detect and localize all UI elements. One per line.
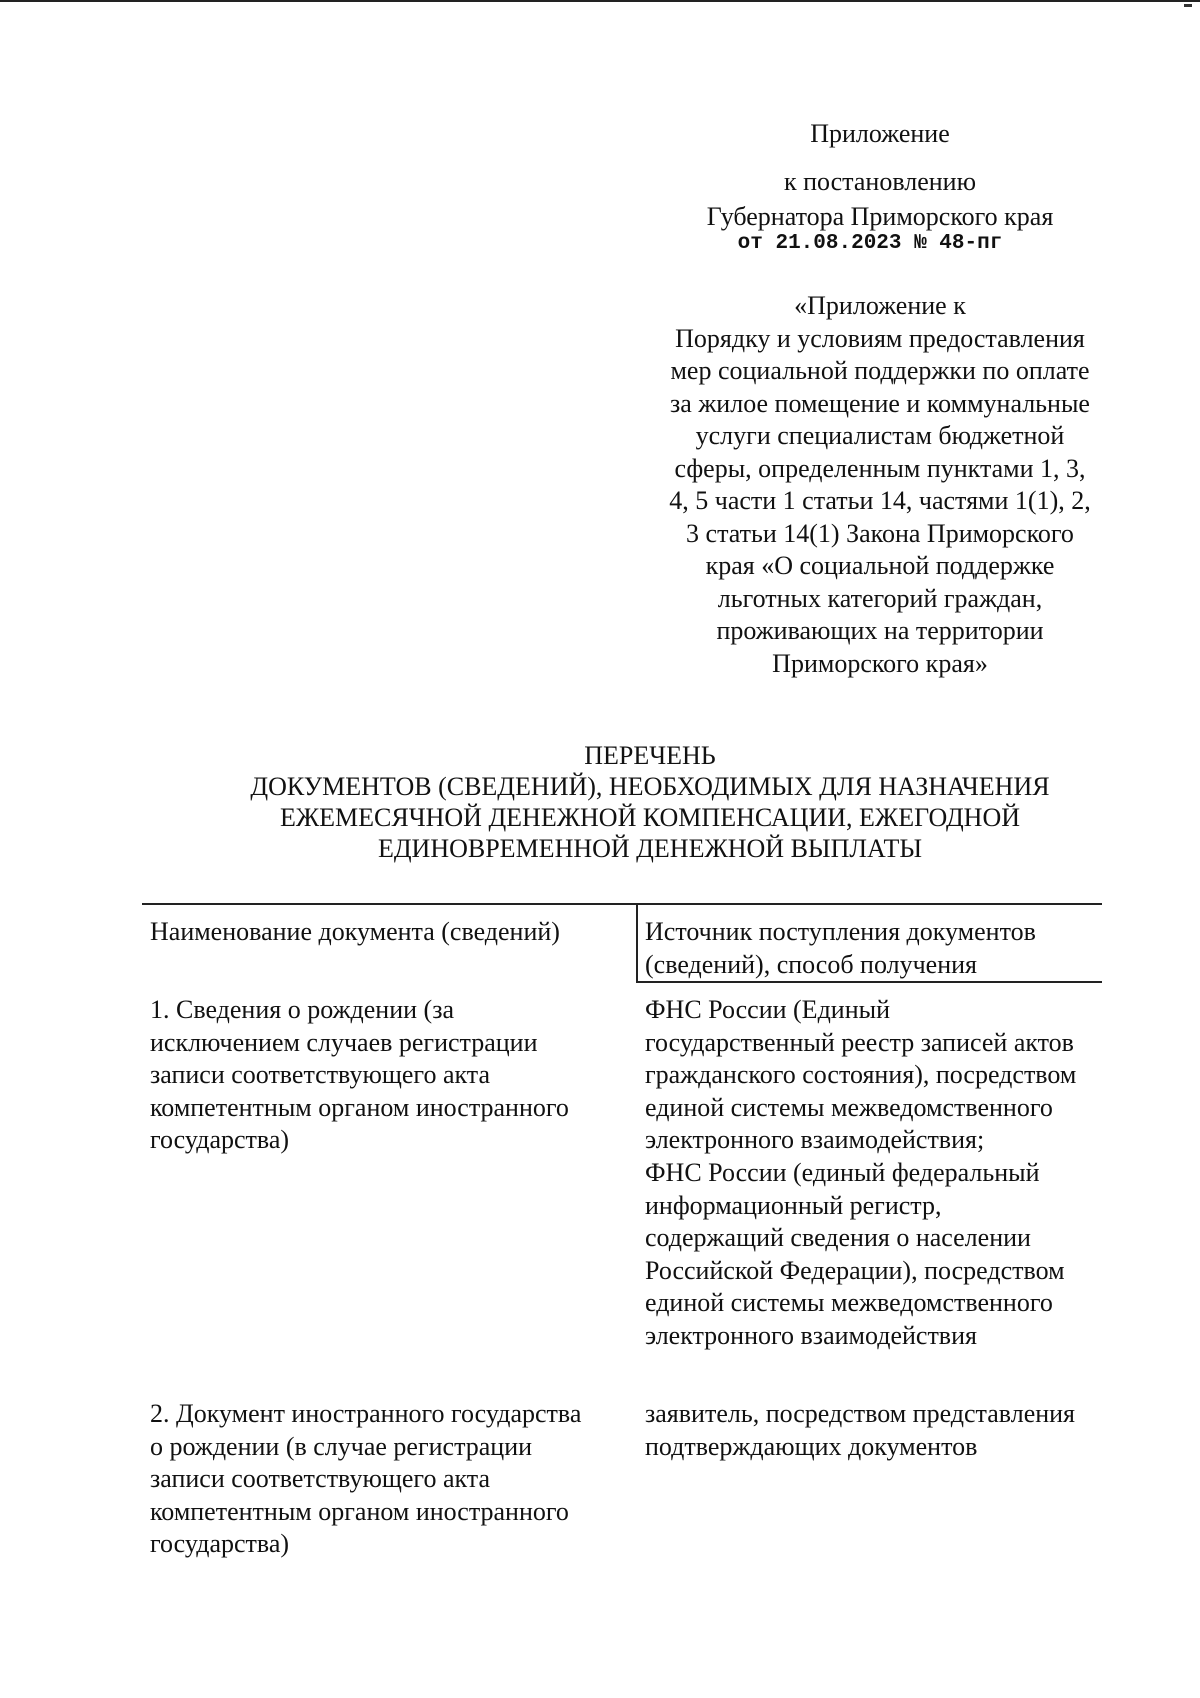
title-line: ЕЖЕМЕСЯЧНОЙ ДЕНЕЖНОЙ КОМПЕНСАЦИИ, ЕЖЕГОДНОЙ: [279, 803, 1021, 832]
table-header-bottom-border: [636, 981, 1102, 983]
table-row-1-source: [645, 994, 1110, 1353]
scan-top-border: [0, 0, 1200, 2]
cell-text-line: заявитель, посредством представления: [645, 1399, 1076, 1428]
cell-text-line: о рождении (в случае регистрации: [150, 1431, 533, 1461]
cell-text-line: записи соответствующего акта: [150, 1060, 490, 1090]
header-text-line: Источник поступления документов: [645, 917, 1036, 946]
table-row-1-name: [150, 994, 630, 1157]
title-line: ЕДИНОВРЕМЕННОЙ ДЕНЕЖНОЙ ВЫПЛАТЫ: [377, 834, 923, 863]
cell-text-line: подтверждающих документов: [645, 1431, 978, 1461]
cell-text-line: государства): [150, 1125, 290, 1155]
cell-text-line: записи соответствующего акта: [150, 1464, 490, 1494]
document-title: [180, 740, 1120, 864]
header-text-line: (сведений), способ получения: [645, 949, 978, 979]
quoted-header-line: услуги специалистам бюджетной: [695, 421, 1065, 450]
quoted-header-line: Приморского края»: [772, 648, 988, 678]
cell-text-line: Российской Федерации), посредством: [645, 1255, 1065, 1285]
scan-artifact: [1184, 4, 1192, 7]
governor-label: Губернатора Приморского края: [706, 202, 1054, 231]
cell-text-line: единой системы межведомственного: [645, 1288, 1053, 1318]
decree-to-label: к постановлению: [783, 167, 977, 196]
cell-text-line: содержащий сведения о населении: [645, 1223, 1031, 1253]
quoted-header-line: Порядку и условиям предоставления: [675, 323, 1085, 353]
cell-text-line: исключением случаев регистрации: [150, 1027, 538, 1057]
quoted-header-line: «Приложение к: [794, 291, 966, 320]
quoted-header-line: льготных категорий граждан,: [717, 583, 1043, 613]
cell-text-line: 1. Сведения о рождении (за: [150, 995, 455, 1024]
header-text-line: Наименование документа (сведений): [150, 917, 560, 946]
cell-text-line: единой системы межведомственного: [645, 1092, 1053, 1122]
title-line: ПЕРЕЧЕНЬ: [584, 741, 716, 770]
quoted-appendix-header: [620, 290, 1140, 680]
table-top-border: [142, 903, 1102, 905]
appendix-header: [640, 118, 1120, 150]
table-column-divider: [636, 903, 638, 983]
quoted-header-line: сферы, определенным пунктами 1, 3,: [674, 453, 1086, 483]
table-header-source: [645, 916, 1105, 981]
quoted-header-line: 3 статьи 14(1) Закона Приморского: [686, 518, 1074, 548]
cell-text-line: электронного взаимодействия: [645, 1320, 977, 1350]
table-row-2-source: [645, 1398, 1110, 1463]
cell-text-line: компетентным органом иностранного: [150, 1092, 569, 1122]
cell-text-line: ФНС России (единый федеральный: [645, 1157, 1040, 1187]
cell-text-line: электронного взаимодействия;: [645, 1125, 985, 1155]
cell-text-line: государства): [150, 1529, 290, 1559]
cell-text-line: государственный реестр записей актов: [645, 1027, 1074, 1057]
table-header-name: [150, 916, 630, 949]
cell-text-line: ФНС России (Единый: [645, 995, 891, 1024]
quoted-header-line: за жилое помещение и коммунальные: [670, 388, 1090, 418]
cell-text-line: 2. Документ иностранного государства: [150, 1399, 582, 1428]
quoted-header-line: края «О социальной поддержке: [705, 551, 1055, 580]
cell-text-line: компетентным органом иностранного: [150, 1496, 569, 1526]
appendix-label: Приложение: [810, 119, 950, 148]
quoted-header-line: 4, 5 части 1 статьи 14, частями 1(1), 2,: [669, 486, 1091, 515]
quoted-header-line: мер социальной поддержки по оплате: [670, 356, 1090, 385]
decree-date-number: от 21.08.2023 № 48-пг: [737, 232, 1003, 255]
cell-text-line: гражданского состояния), посредством: [645, 1060, 1077, 1090]
table-row-2-name: [150, 1398, 640, 1561]
decree-reference: [640, 166, 1120, 255]
title-line: ДОКУМЕНТОВ (СВЕДЕНИЙ), НЕОБХОДИМЫХ ДЛЯ НАЗНАЧЕНИЯ: [250, 772, 1050, 801]
cell-text-line: информационный регистр,: [645, 1190, 942, 1220]
quoted-header-line: проживающих на территории: [716, 616, 1044, 645]
